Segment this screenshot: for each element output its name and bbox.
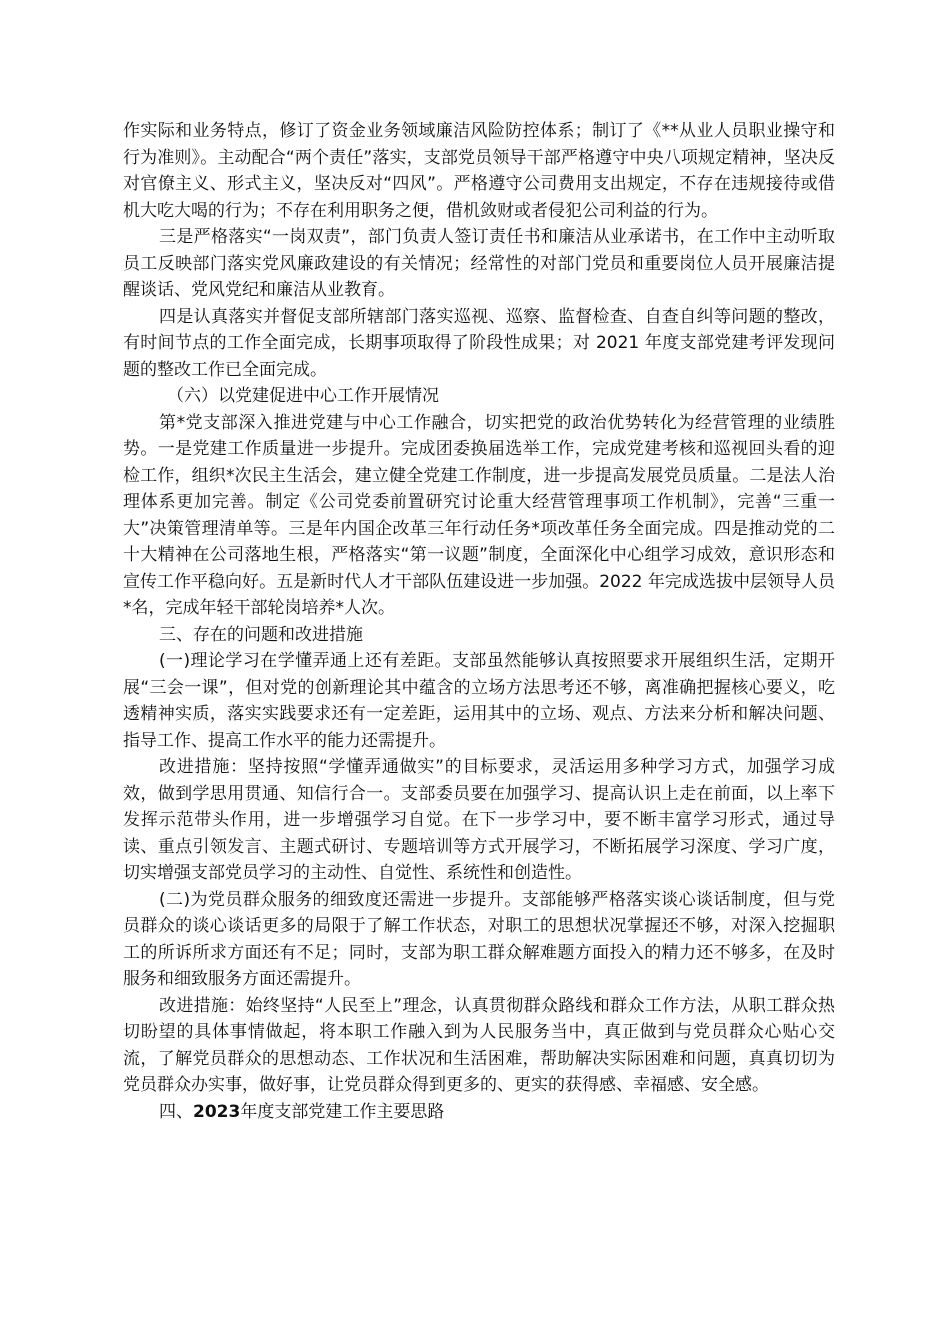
paragraph-central-work: 第*党支部深入推进党建与中心工作融合，切实把党的政治优势转化为经营管理的业绩胜势。一是党建工作质量进一步提升。完成团委换届选举工作，完成党建考核和巡视回头看的迎检工作，组织*次民主生活会，建立健全党建工作制度，进一步提高发展党员质量。二是法人治理体系更加完善。制定《公司党委前置研究讨论重大经营管理事项工作机制》，完善“三重一大”决策管理清单等。三是年内国企改革三年行动任务*项改革任务全面完成。四是推动党的二十大精神在公司落地生根，严格落实“第一议题”制度，全面深化中心组学习成效，意识形态和宣传工作平稳向好。五是新时代人才干部队伍建设进一步加强。2022 年完成选拔中层领导人员*名，完成年轻干部轮岗培养*人次。 [123, 412, 835, 618]
paragraph-measure-one: 改进措施：坚持按照“学懂弄通做实”的目标要求，灵活运用多种学习方式，加强学习成效，做到学思用贯通、知信行合一。支部委员要在加强学习、提高认识上走在前面，以上率下发挥示范带头作用，进一步增强学习自觉。在下一步学习中，要不断丰富学习形式，通过导读、重点引领发言、主题式研讨、专题培训等方式开展学习，不断拓展学习深度、学习广度，切实增强支部党员学习的主动性、自觉性、系统性和创造性。 [123, 757, 835, 883]
paragraph-measure-two: 改进措施：始终坚持“人民至上”理念，认真贯彻群众路线和群众工作方法，从职工群众热切盼望的具体事情做起，将本职工作融入到为人民服务当中，真正做到与党员群众心贴心交流，了解党员群众的思想动态、工作状况和生活困难，帮助解决实际困难和问题，真真切切为党员群众办实事，做好事，让党员群众得到更多的、更实的获得感、幸福感、安全感。 [123, 995, 835, 1095]
document-page [123, 118, 835, 1125]
heading-prefix: 四、 [159, 1101, 193, 1122]
heading-suffix: 年度支部党建工作主要思路 [240, 1101, 445, 1122]
section-heading-2023 [123, 1099, 835, 1126]
paragraph-continuation: 作实际和业务特点，修订了资金业务领域廉洁风险防控体系；制订了《**从业人员职业操守和行为准则》。主动配合“两个责任”落实，支部党员领导干部严格遵守中央八项规定精神，坚决反对官僚主义、形式主义，坚决反对“四风”。严格遵守公司费用支出规定，不存在违规接待或借机大吃大喝的行为；不存在利用职务之便，借机敛财或者侵犯公司利益的行为。 [123, 121, 835, 221]
paragraph-four: 四是认真落实并督促支部所辖部门落实巡视、巡察、监督检查、自查自纠等问题的整改，有时间节点的工作全面完成，长期事项取得了阶段性成果；对 2021 年度支部党建考评发现问题的整改工作已全面完成。 [123, 306, 835, 380]
section-heading-six: （六）以党建促进中心工作开展情况 [167, 386, 439, 406]
section-heading-problems: 三、存在的问题和改进措施 [159, 624, 363, 645]
heading-year: 2023 [193, 1101, 241, 1122]
paragraph-problem-one: (一)理论学习在学懂弄通上还有差距。支部虽然能够认真按照要求开展组织生活，定期开展“三会一课”，但对党的创新理论其中蕴含的立场方法思考还不够，离准确把握核心要义，吃透精神实质，落实实践要求还有一定差距，运用其中的立场、观点、方法来分析和解决问题、指导工作、提高工作水平的能力还需提升。 [123, 651, 835, 751]
paragraph-three: 三是严格落实“一岗双责”，部门负责人签订责任书和廉洁从业承诺书，在工作中主动听取员工反映部门落实党风廉政建设的有关情况；经常性的对部门党员和重要岗位人员开展廉洁提醒谈话、党风党纪和廉洁从业教育。 [123, 227, 835, 300]
paragraph-problem-two: (二)为党员群众服务的细致度还需进一步提升。支部能够严格落实谈心谈话制度，但与党员群众的谈心谈话更多的局限于了解工作状态，对职工的思想状况掌握还不够，对深入挖掘职工的所诉所求方面还有不足；同时，支部为职工群众解难题方面投入的精力还不够多，在及时服务和细致服务方面还需提升。 [123, 889, 835, 989]
